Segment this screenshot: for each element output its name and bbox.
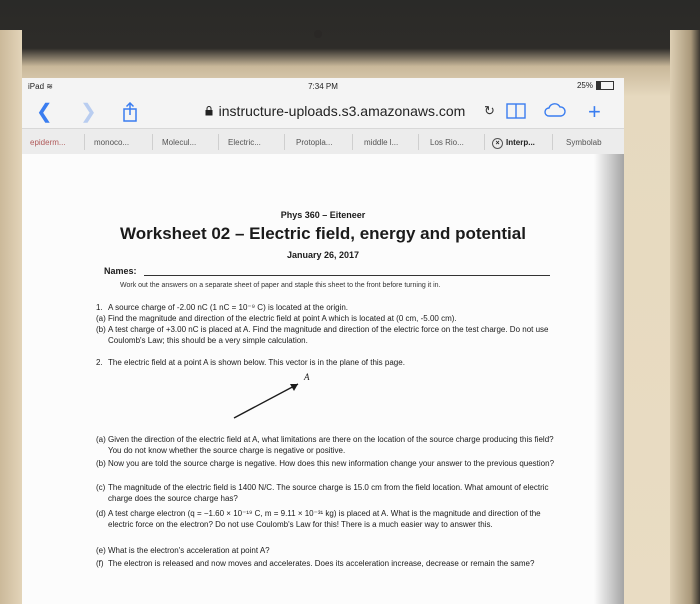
names-underline — [144, 275, 550, 276]
question-text: What is the electron's acceleration at point A? — [108, 546, 270, 555]
bookmark-divider — [152, 134, 153, 150]
question-text: The electron is released and now moves and accelerates. Does its acceleration increase, decrease or remain the same? — [108, 559, 535, 568]
battery-status — [577, 81, 614, 90]
bookmark-divider — [84, 134, 85, 150]
question-label: (c) — [96, 483, 106, 492]
bookmark-divider — [218, 134, 219, 150]
question-2d — [96, 508, 566, 530]
bookmark-protopla[interactable]: Protopla... — [296, 138, 333, 147]
back-button[interactable]: ❮ — [36, 101, 53, 123]
question-2e — [96, 545, 566, 556]
bookmark-middle[interactable]: middle l... — [364, 138, 399, 147]
battery-percent: 25% — [576, 81, 593, 90]
question-text: Given the direction of the electric field at A, what limitations are there on the location of the source charge producing this field? You do not know whether the source charge is negative or positive. — [108, 435, 554, 455]
names-label: Names: — [104, 266, 137, 276]
cloud-icon — [544, 102, 566, 118]
question-text: A source charge of -2.00 nC (1 nC = 10⁻⁹ C) is located at the origin. — [108, 303, 348, 312]
question-1b — [96, 324, 566, 346]
question-label: (e) — [96, 546, 106, 555]
cloud-tabs-button[interactable] — [544, 102, 566, 122]
bezel-left-edge — [0, 30, 22, 604]
bookmark-los-rio[interactable]: Los Rio... — [430, 138, 464, 147]
share-button[interactable] — [122, 102, 138, 126]
browser-toolbar — [22, 96, 624, 129]
question-text: The electric field at a point A is shown below. This vector is in the plane of this page. — [108, 358, 405, 367]
battery-level-fill — [597, 82, 601, 89]
url-text: instructure-uploads.s3.amazonaws.com — [218, 103, 466, 119]
question-2 — [96, 357, 566, 368]
bookmark-epiderm[interactable]: epiderm... — [30, 138, 66, 147]
battery-icon — [596, 81, 614, 90]
question-2c — [96, 482, 566, 504]
bookmarks-bar — [22, 129, 624, 156]
question-text: Now you are told the source charge is negative. How does this new information change your answer to the previous question? — [108, 459, 555, 468]
question-1a — [96, 313, 566, 324]
question-1 — [96, 302, 556, 313]
book-icon — [506, 102, 526, 120]
bookmark-electric[interactable]: Electric... — [228, 138, 261, 147]
bookmark-divider — [484, 134, 485, 150]
question-label: (b) — [96, 459, 106, 468]
lock-icon — [205, 103, 213, 119]
point-a-label: A — [304, 372, 310, 382]
bookmark-divider — [418, 134, 419, 150]
page-shadow — [594, 154, 624, 604]
bookmark-interp[interactable] — [492, 138, 535, 149]
bookmark-molecul[interactable]: Molecul... — [162, 138, 197, 147]
worksheet-title: Worksheet 02 – Electric field, energy and potential — [120, 224, 526, 243]
worksheet-date: January 26, 2017 — [286, 250, 360, 260]
reader-button[interactable] — [506, 102, 526, 124]
question-2b — [96, 458, 566, 469]
question-2f — [96, 558, 566, 569]
bookmark-monoco[interactable]: monoco... — [94, 138, 130, 147]
bookmark-divider — [352, 134, 353, 150]
bookmark-symbolab[interactable]: Symbolab — [566, 138, 602, 147]
bookmark-divider — [284, 134, 285, 150]
forward-button[interactable]: ❯ — [80, 101, 97, 123]
bookmark-interp-label: Interp... — [506, 138, 535, 147]
new-tab-button[interactable]: + — [588, 99, 601, 124]
question-label: (a) — [96, 435, 106, 444]
ipad-screen — [22, 78, 624, 604]
close-tab-icon[interactable]: × — [492, 138, 503, 149]
question-text: Find the magnitude and direction of the electric field at point A which is located at (0 cm, -5.00 cm). — [108, 314, 457, 323]
question-label: 2. — [96, 358, 103, 367]
question-text: The magnitude of the electric field is 1400 N/C. The source charge is 15.0 cm from the field location. What amount of electric charge does the source charge has? — [108, 483, 549, 503]
question-text: A test charge of +3.00 nC is placed at A. Find the magnitude and direction of the electric force on the test charge. Do not use Coulomb's Law; this should be a very simple calculation. — [108, 325, 549, 345]
question-label: (a) — [96, 314, 106, 323]
pdf-document[interactable] — [22, 154, 624, 604]
question-text: A test charge electron (q = −1.60 × 10⁻¹⁹ C, m = 9.11 × 10⁻³¹ kg) is placed at A. What is the magnitude and direction of the electric force on the electron? Do not use Coulomb's Law for this! There is a much easier way to answer this. — [108, 509, 541, 529]
question-2a — [96, 434, 566, 456]
status-bar — [22, 78, 624, 96]
share-icon — [122, 102, 138, 122]
clock: 7:34 PM — [308, 82, 338, 91]
device-label: iPad — [28, 82, 45, 91]
wifi-icon: ≋ — [46, 82, 53, 91]
bookmark-divider — [552, 134, 553, 150]
question-label: (d) — [96, 509, 106, 518]
course-header: Phys 360 – Eiteneer — [280, 210, 366, 220]
electric-field-vector — [228, 374, 318, 424]
bezel-right-edge — [670, 30, 700, 604]
address-bar[interactable] — [170, 99, 500, 123]
instructions-text: Work out the answers on a separate sheet of paper and staple this sheet to the front before turning it in. — [120, 282, 441, 289]
question-label: (b) — [96, 325, 106, 334]
question-label: (f) — [96, 559, 104, 568]
question-label: 1. — [96, 303, 103, 312]
reload-button[interactable]: ↻ — [484, 103, 495, 118]
front-camera — [314, 30, 322, 38]
